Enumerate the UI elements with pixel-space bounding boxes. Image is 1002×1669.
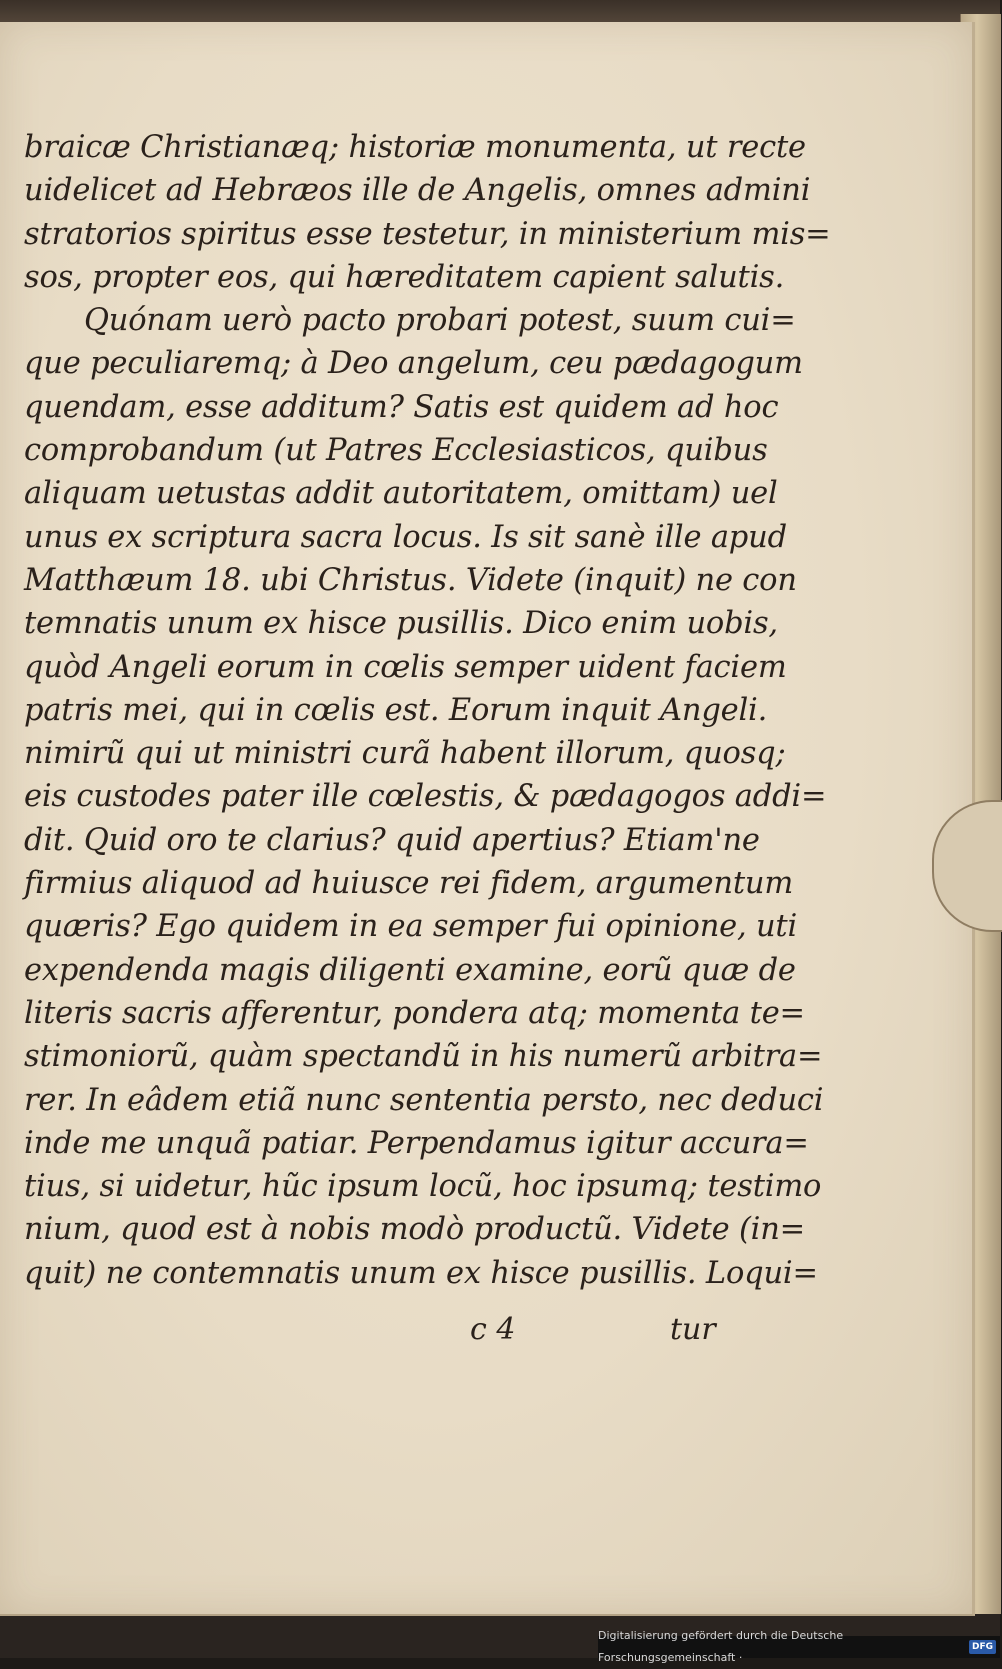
text-line: eis custodes pater ille cœlestis, & pædagogos addi= [24, 779, 827, 815]
dfg-logo: DFG [969, 1640, 996, 1654]
text-line: tius, si uidetur, hũc ipsum locũ, hoc ipsumq; testimo [24, 1169, 822, 1205]
text-line: Matthæum 18. ubi Christus. Videte (inquit) ne con [24, 562, 797, 598]
text-line: firmius aliquod ad huiusce rei fidem, argumentum [24, 866, 794, 902]
text-line: comprobandum (ut Patres Ecclesiasticos, quibus [24, 433, 768, 469]
text-line: uidelicet ad Hebræos ille de Angelis, omnes admini [24, 173, 811, 209]
signature-mark: c 4 [470, 1312, 516, 1347]
book-page [0, 22, 975, 1616]
text-line: braicæ Christianæq; historiæ monumenta, ut recte [24, 130, 806, 165]
text-line: nium, quod est à nobis modò productũ. Videte (in= [24, 1212, 806, 1248]
text-line: quit) ne contemnatis unum ex hisce pusillis. Loqui= [24, 1255, 818, 1291]
text-line: aliquam uetustas addit autoritatem, omittam) uel [24, 476, 778, 512]
text-line: stratorios spiritus esse testetur, in ministerium mis= [24, 216, 831, 252]
text-line: Quónam uerò pacto probari potest, suum cui= [84, 303, 796, 339]
text-line: literis sacris afferentur, pondera atq; momenta te= [24, 995, 805, 1031]
text-line: nimirũ qui ut ministri curã habent illorum, quosq; [24, 736, 786, 772]
text-line: quòd Angeli eorum in cœlis semper uident faciem [24, 649, 787, 685]
page-text-block [24, 126, 831, 1295]
digitization-credit [598, 1629, 1000, 1664]
text-line: quæris? Ego quidem in ea semper fui opinione, uti [24, 909, 798, 945]
text-line: que peculiaremq; à Deo angelum, ceu pædagogum [24, 346, 803, 382]
text-line: sos, propter eos, qui hæreditatem capient salutis. [24, 259, 785, 295]
credit-text: Digitalisierung gefördert durch die Deutsche Forschungsgemeinschaft · [598, 1629, 844, 1664]
text-line: inde me unquã patiar. Perpendamus igitur accura= [24, 1125, 809, 1161]
page-footer-marks [470, 1312, 730, 1356]
catchword: tur [670, 1312, 716, 1347]
text-line: dit. Quid oro te clarius? quid apertius? Etiam'ne [24, 822, 760, 858]
text-line: rer. In eâdem etiã nunc sententia persto, nec deduci [24, 1082, 824, 1118]
text-line: expendenda magis diligenti examine, eorũ quæ de [24, 952, 796, 988]
text-line: unus ex scriptura sacra locus. Is sit sanè ille apud [24, 519, 787, 555]
text-line: stimoniorũ, quàm spectandũ in his numerũ arbitra= [24, 1039, 823, 1075]
text-line: temnatis unum ex hisce pusillis. Dico enim uobis, [24, 606, 778, 642]
text-line: patris mei, qui in cœlis est. Eorum inquit Angeli. [24, 692, 768, 728]
text-line: quendam, esse additum? Satis est quidem ad hoc [24, 389, 779, 425]
